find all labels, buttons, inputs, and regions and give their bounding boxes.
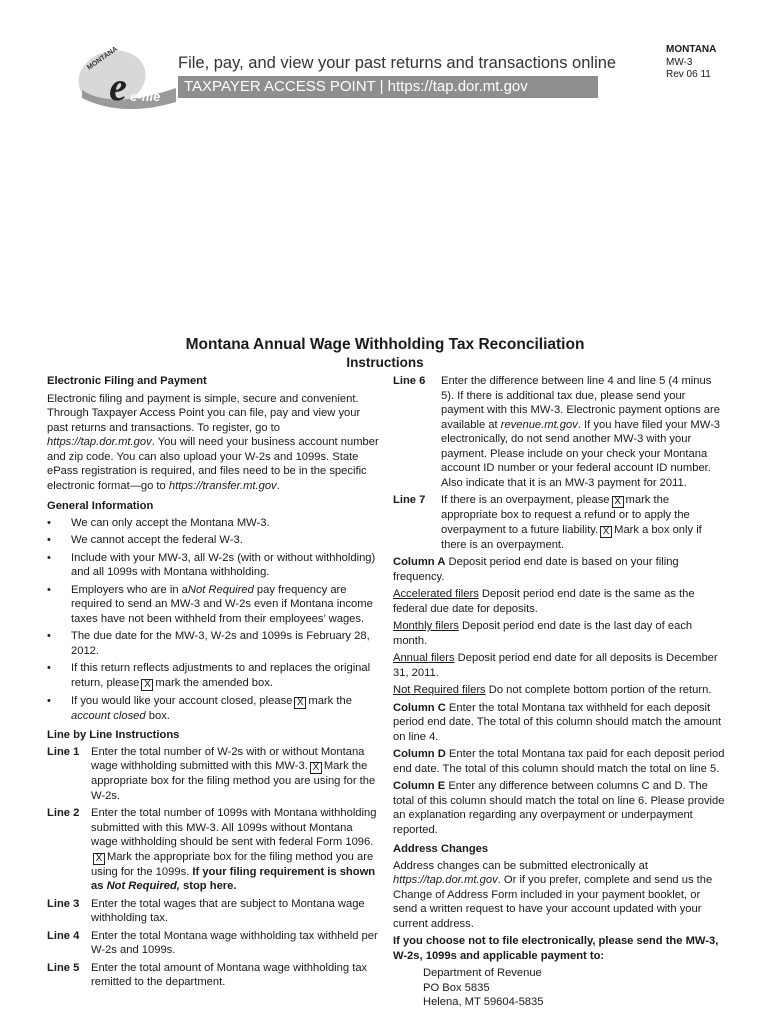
efile-paragraph: Electronic filing and payment is simple, secure and convenient. Through Taxpayer Access Point you can file, pay and view your past returns and transactions. To register, go to https://tap.dor.mt.gov. You will need your business account number and zip code. You can also upload your W-2s and 1099s. State ePass registration is required, and files need to be in the specific electronic format—go to https://transfer.mt.gov.	[47, 392, 379, 492]
column-c-instruction: Column C Enter the total Montana tax withheld for each deposit period end date. The total of this column should match the amount on line 4.	[393, 701, 722, 743]
list-item: • Include with your MW-3, all W-2s (with or without withholding) and all 1099s with Montana withholding.	[47, 551, 376, 578]
mailing-address-line: Department of Revenue	[423, 967, 542, 979]
mailing-address-line: PO Box 5835	[423, 981, 490, 994]
checkbox-x-icon: X	[141, 679, 153, 691]
address-heading: Address Changes	[393, 843, 489, 855]
line-6-instruction: Line 6 Enter the difference between line 4 and line 5 (4 minus 5). If there is additional tax due, please send your payment with this MW-3. Electronic payment options are available at revenue.mt.gov. If you have filed your MW-3 electronically, do not send another MW-3 with your payment. Please include on your check your Montana account ID number or your federal account ID number. Also indicate that it is an MW-3 payment for 2011.	[393, 375, 721, 489]
list-item: • Employers who are in aNot Required pay frequency are required to send an MW-3 and W-2s even if Montana income taxes have not been withheld from their employees’ wages.	[47, 583, 373, 625]
mailing-address-line: Helena, MT 59604-5835	[423, 996, 544, 1008]
not-required-filers: Not Required filers Do not complete bottom portion of the return.	[393, 684, 712, 696]
checkbox-x-icon: X	[294, 697, 306, 709]
logo-efile-text: e-file	[130, 89, 161, 104]
column-d-instruction: Column D Enter the total Montana tax paid for each deposit period end date. The total of this column should match the total on line 5.	[393, 748, 725, 775]
monthly-filers: Monthly filers Deposit period end date is the last day of each month.	[393, 620, 693, 647]
svg-text:e: e	[109, 64, 127, 109]
line-3-instruction: Line 3 Enter the total wages that are subject to Montana wage withholding tax.	[47, 897, 365, 924]
left-column	[47, 374, 382, 990]
page-title: Montana Annual Wage Withholding Tax Reconciliation	[185, 336, 585, 353]
list-item: • We cannot accept the federal W-3.	[47, 534, 243, 546]
page-subtitle: Instructions	[346, 355, 424, 370]
portal-banner: TAXPAYER ACCESS POINT | https://tap.dor.mt.gov	[178, 76, 598, 98]
line-7-instruction: Line 7 If there is an overpayment, please X mark the appropriate box to request a refund or to apply the overpayment to a future liability. X Mark a box only if there is an overpayment.	[393, 494, 702, 551]
line-2-instruction: Line 2 Enter the total number of 1099s with Montana withholding submitted with this MW-3. All 1099s without Montana wage withholding should be sent with federal Form 1096.X Mark the appropriate box for the filing method you are using for the 1099s. If your filing requirement is shown as Not Required, stop here.	[47, 807, 377, 892]
accelerated-filers: Accelerated filers Deposit period end date is the same as the federal due date for deposits.	[393, 588, 695, 615]
form-identifier	[666, 44, 716, 82]
line-5-instruction: Line 5 Enter the total amount of Montana wage withholding tax remitted to the department.	[47, 961, 368, 988]
line-4-instruction: Line 4 Enter the total Montana wage withholding tax withheld per W-2s and 1099s.	[47, 929, 378, 956]
form-revision: Rev 06 11	[666, 69, 711, 80]
annual-filers: Annual filers Deposit period end date for all deposits is December 31, 2011.	[393, 652, 718, 679]
form-state: MONTANA	[666, 44, 717, 55]
no-efile-instruction: If you choose not to file electronically, please send the MW-3, W-2s, 1099s and applicable payment to:	[393, 935, 719, 962]
logo-state-text: MONTANA	[86, 46, 120, 72]
column-a-instruction: Column A Deposit period end date is based on your filing frequency.	[393, 556, 679, 583]
lines-heading: Line by Line Instructions	[47, 729, 180, 741]
right-column	[393, 374, 727, 1010]
efile-heading: Electronic Filing and Payment	[47, 375, 207, 387]
checkbox-x-icon: X	[600, 526, 612, 538]
checkbox-x-icon: X	[310, 762, 322, 774]
montana-efile-logo	[72, 46, 182, 116]
checkbox-x-icon: X	[93, 853, 105, 865]
list-item: • We can only accept the Montana MW-3.	[47, 516, 270, 529]
address-paragraph: Address changes can be submitted electronically at https://tap.dor.mt.gov. Or if you prefer, complete and send us the Change of Address Form included in your payment booklet, or send a written request to have your account updated with your current address.	[393, 859, 713, 930]
tagline: File, pay, and view your past returns and transactions online	[178, 54, 617, 72]
list-item: • If you would like your account closed, please X mark the account closed box.	[47, 694, 352, 722]
general-heading: General Information	[47, 500, 154, 512]
list-item: • If this return reflects adjustments to and replaces the original return, please X mark the amended box.	[47, 662, 371, 690]
line-1-instruction: Line 1 Enter the total number of W-2s with or without Montana wage withholding submitted with this MW-3. X Mark the appropriate box for the filing method you are using for the W-2s.	[47, 745, 376, 802]
form-id: MW-3	[666, 56, 693, 68]
list-item: • The due date for the MW-3, W-2s and 1099s is February 28, 2012.	[47, 630, 370, 657]
column-e-instruction: Column E Enter any difference between columns C and D. The total of this column should match the total on line 6. Please provide an explanation regarding any overpayment or underpayment reported.	[393, 780, 725, 836]
checkbox-x-icon: X	[612, 496, 624, 508]
